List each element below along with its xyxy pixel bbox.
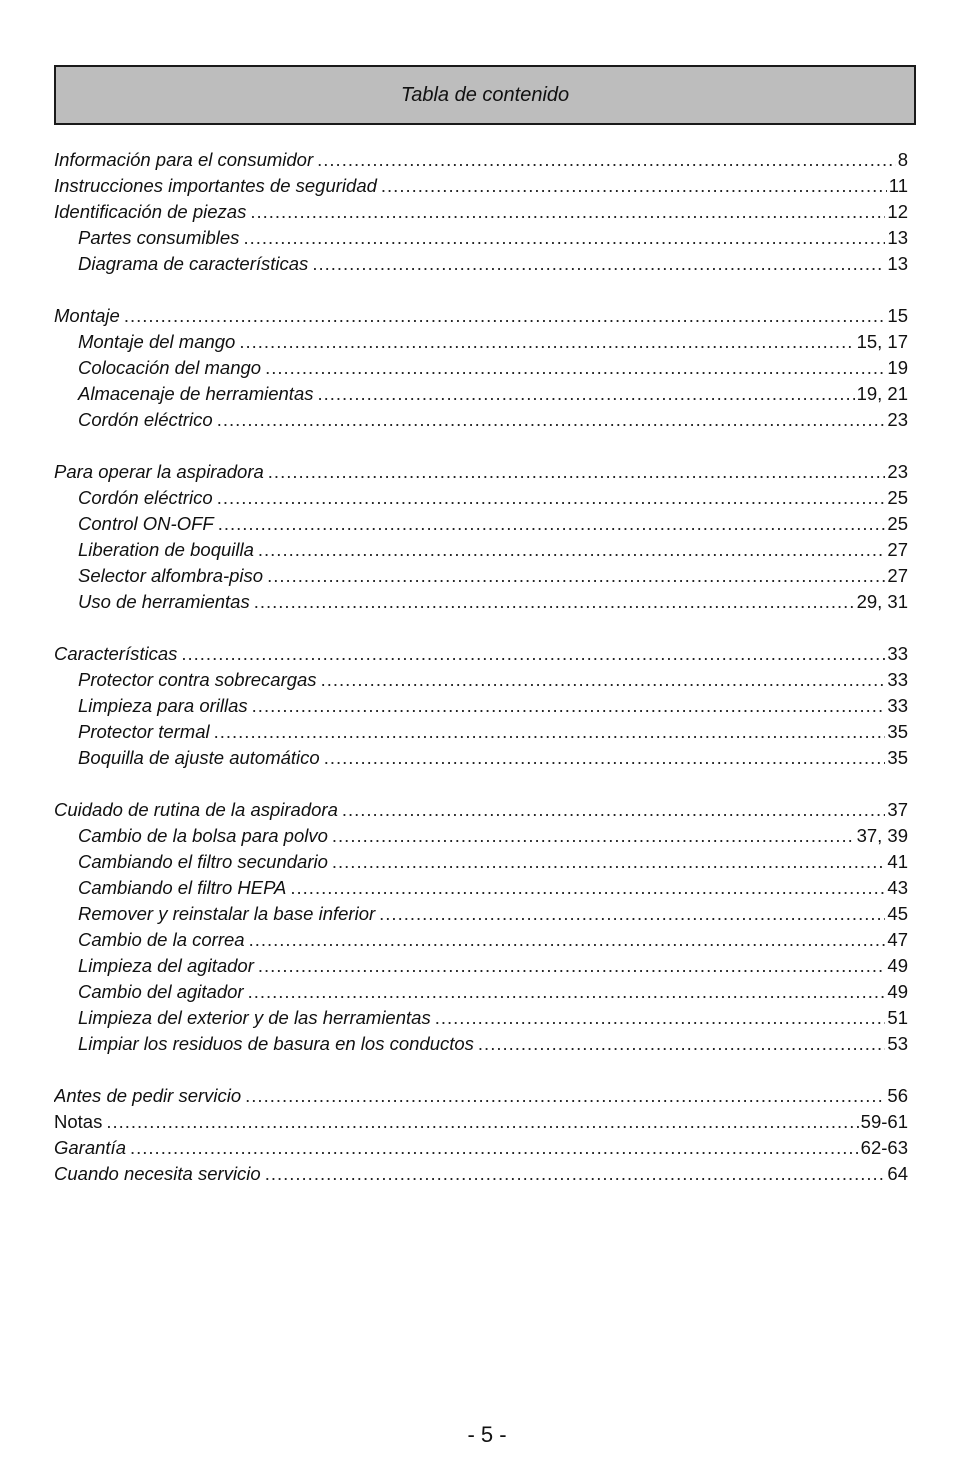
toc-subentry [54, 953, 908, 979]
toc-entry-label: Para operar la aspiradora [54, 461, 264, 482]
toc-entry-label: Liberation de boquilla [78, 539, 254, 560]
dot-leader [317, 147, 896, 173]
page-number: - 5 - [467, 1422, 507, 1447]
toc-entry-label: Cambio del agitador [78, 981, 244, 1002]
toc-entry-page: 23 [887, 409, 908, 430]
dot-leader [248, 979, 886, 1005]
dot-leader [332, 849, 886, 875]
toc-entry-label: Identificación de piezas [54, 201, 247, 222]
toc-entry-label: Partes consumibles [78, 227, 240, 248]
toc-entry [54, 199, 908, 225]
dot-leader [324, 745, 886, 771]
toc-entry-page: 35 [887, 721, 908, 742]
toc-subentry [54, 407, 908, 433]
toc-entry-label: Antes de pedir servicio [54, 1085, 242, 1106]
toc-entry-page: 35 [887, 747, 908, 768]
dot-leader [258, 537, 886, 563]
dot-leader [214, 719, 886, 745]
toc-subentry [54, 589, 908, 615]
toc-subentry [54, 563, 908, 589]
dot-leader [124, 303, 886, 329]
dot-leader [217, 485, 886, 511]
toc-entry-label: Protector contra sobrecargas [78, 669, 317, 690]
toc-entry-label: Protector termal [78, 721, 210, 742]
toc-entry-page: 27 [887, 539, 908, 560]
table-of-contents [54, 147, 908, 1187]
toc-entry-page: 33 [887, 669, 908, 690]
toc-entry-label: Cambio de la correa [78, 929, 245, 950]
toc-entry [54, 641, 908, 667]
toc-subentry [54, 823, 908, 849]
dot-leader [250, 199, 885, 225]
toc-entry-page: 29, 31 [856, 591, 908, 612]
dot-leader [318, 381, 855, 407]
toc-entry-page: 25 [887, 487, 908, 508]
toc-subentry [54, 693, 908, 719]
dot-leader [435, 1005, 886, 1031]
toc-entry-page: 27 [887, 565, 908, 586]
dot-leader [268, 459, 886, 485]
dot-leader [218, 511, 886, 537]
toc-entry-label: Control ON-OFF [78, 513, 214, 534]
toc-entry-page: 47 [887, 929, 908, 950]
toc-entry-label: Remover y reinstalar la base inferior [78, 903, 376, 924]
toc-entry [54, 1083, 908, 1109]
toc-entry-label: Limpiar los residuos de basura en los conductos [78, 1033, 474, 1054]
toc-entry-page: 49 [887, 955, 908, 976]
toc-entry-label: Cordón eléctrico [78, 487, 213, 508]
dot-leader [181, 641, 885, 667]
toc-entry-label: Almacenaje de herramientas [78, 383, 314, 404]
toc-entry-label: Limpieza para orillas [78, 695, 248, 716]
toc-entry-label: Garantía [54, 1137, 126, 1158]
section-gap [54, 277, 908, 303]
toc-subentry [54, 381, 908, 407]
toc-entry [54, 303, 908, 329]
toc-entry-page: 19, 21 [856, 383, 908, 404]
toc-entry-label: Cuando necesita servicio [54, 1163, 261, 1184]
toc-entry-page: 56 [887, 1085, 908, 1106]
toc-subentry [54, 745, 908, 771]
dot-leader [254, 589, 855, 615]
toc-entry-page: 23 [887, 461, 908, 482]
dot-leader [249, 927, 886, 953]
toc-subentry [54, 355, 908, 381]
toc-entry-label: Selector alfombra-piso [78, 565, 264, 586]
dot-leader [252, 693, 886, 719]
toc-entry-label: Cordón eléctrico [78, 409, 213, 430]
toc-entry-page: 64 [887, 1163, 908, 1184]
toc-entry [54, 1135, 908, 1161]
toc-entry [54, 1161, 908, 1187]
toc-subentry [54, 849, 908, 875]
dot-leader [130, 1135, 859, 1161]
toc-entry-page: 13 [887, 253, 908, 274]
dot-leader [332, 823, 855, 849]
toc-entry-label: Limpieza del exterior y de las herramientas [78, 1007, 431, 1028]
dot-leader [265, 355, 885, 381]
toc-subentry [54, 1031, 908, 1057]
toc-entry-page: 25 [887, 513, 908, 534]
toc-entry-label: Montaje del mango [78, 331, 236, 352]
toc-entry-page: 12 [887, 201, 908, 222]
toc-entry-page: 62-63 [860, 1137, 908, 1158]
toc-entry-label: Cambiando el filtro HEPA [78, 877, 287, 898]
toc-entry-label: Información para el consumidor [54, 149, 314, 170]
toc-entry-page: 33 [887, 643, 908, 664]
toc-entry-label: Notas [54, 1111, 103, 1132]
section-gap [54, 1057, 908, 1083]
dot-leader [342, 797, 886, 823]
toc-entry-label: Características [54, 643, 178, 664]
toc-entry-label: Montaje [54, 305, 120, 326]
toc-entry-page: 59-61 [860, 1111, 908, 1132]
toc-entry-label: Uso de herramientas [78, 591, 250, 612]
dot-leader [379, 901, 885, 927]
toc-entry-page: 53 [887, 1033, 908, 1054]
dot-leader [106, 1109, 858, 1135]
dot-leader [267, 563, 885, 589]
toc-entry [54, 797, 908, 823]
toc-entry-page: 15 [887, 305, 908, 326]
toc-entry-page: 15, 17 [856, 331, 908, 352]
toc-subentry [54, 927, 908, 953]
dot-leader [258, 953, 886, 979]
dot-leader [217, 407, 886, 433]
toc-entry-page: 45 [887, 903, 908, 924]
toc-subentry [54, 901, 908, 927]
toc-subentry [54, 979, 908, 1005]
toc-entry-page: 33 [887, 695, 908, 716]
toc-entry [54, 1109, 908, 1135]
section-gap [54, 433, 908, 459]
toc-subentry [54, 719, 908, 745]
dot-leader [239, 329, 854, 355]
toc-entry [54, 147, 908, 173]
toc-subentry [54, 1005, 908, 1031]
toc-entry-label: Cambiando el filtro secundario [78, 851, 328, 872]
toc-entry-label: Colocación del mango [78, 357, 262, 378]
toc-entry-page: 41 [887, 851, 908, 872]
toc-entry-label: Limpieza del agitador [78, 955, 254, 976]
toc-entry-page: 51 [887, 1007, 908, 1028]
toc-entry-page: 49 [887, 981, 908, 1002]
toc-title-box [54, 65, 916, 125]
toc-entry-label: Boquilla de ajuste automático [78, 747, 320, 768]
dot-leader [312, 251, 885, 277]
toc-entry-label: Cuidado de rutina de la aspiradora [54, 799, 338, 820]
toc-entry-page: 11 [888, 175, 908, 196]
toc-entry-page: 13 [887, 227, 908, 248]
dot-leader [265, 1161, 886, 1187]
toc-subentry [54, 329, 908, 355]
toc-entry-label: Diagrama de características [78, 253, 309, 274]
toc-entry-page: 43 [887, 877, 908, 898]
toc-entry-page: 19 [887, 357, 908, 378]
toc-subentry [54, 251, 908, 277]
toc-subentry [54, 667, 908, 693]
section-gap [54, 615, 908, 641]
toc-entry-page: 37 [887, 799, 908, 820]
toc-entry [54, 459, 908, 485]
dot-leader [478, 1031, 886, 1057]
toc-subentry [54, 485, 908, 511]
toc-entry-label: Instrucciones importantes de seguridad [54, 175, 377, 196]
dot-leader [321, 667, 886, 693]
dot-leader [245, 1083, 885, 1109]
section-gap [54, 771, 908, 797]
toc-subentry [54, 511, 908, 537]
toc-subentry [54, 225, 908, 251]
toc-subentry [54, 537, 908, 563]
dot-leader [381, 173, 887, 199]
toc-title: Tabla de contenido [400, 83, 570, 106]
dot-leader [243, 225, 885, 251]
toc-entry-page: 8 [897, 149, 908, 170]
toc-entry-page: 37, 39 [856, 825, 908, 846]
toc-entry-label: Cambio de la bolsa para polvo [78, 825, 328, 846]
dot-leader [290, 875, 885, 901]
toc-entry [54, 173, 908, 199]
toc-subentry [54, 875, 908, 901]
